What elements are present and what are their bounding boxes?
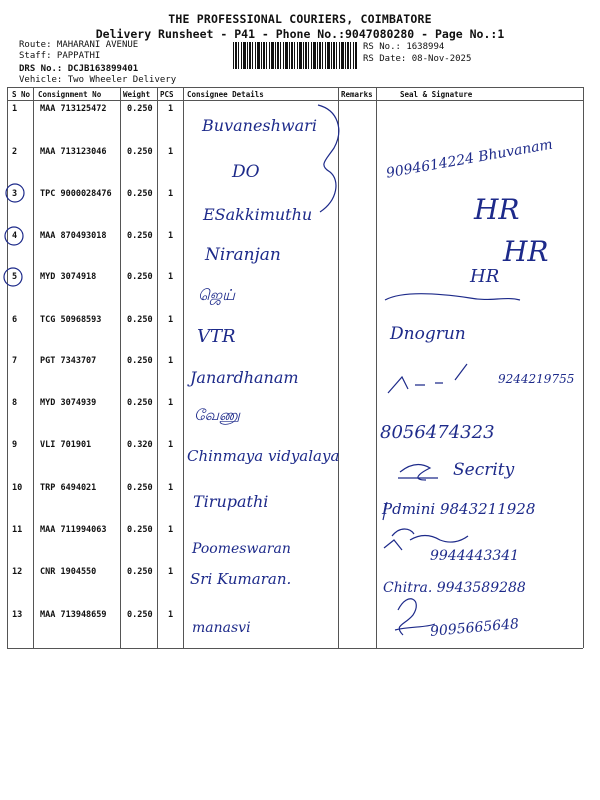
row-pcs: 1 xyxy=(168,483,174,493)
strikethrough-mark xyxy=(385,294,520,300)
row-consignment: PGT 7343707 xyxy=(40,356,97,366)
row-sno: 3 xyxy=(12,189,18,199)
row-sno: 1 xyxy=(12,104,18,114)
row-sno: 8 xyxy=(12,398,18,408)
document-title: THE PROFESSIONAL COURIERS, COIMBATORE xyxy=(168,12,432,26)
row-weight: 0.250 xyxy=(127,104,153,114)
col-pcs-header: PCS xyxy=(160,90,174,99)
row-weight: 0.250 xyxy=(127,189,153,199)
row-sno: 4 xyxy=(12,231,18,241)
row-consignee-handwriting: வேணு xyxy=(194,406,241,424)
route-text: Route: MAHARANI AVENUE xyxy=(19,40,139,50)
col-weight-header: Weight xyxy=(123,90,151,99)
row-signature: 8056474323 xyxy=(380,422,495,443)
col-consignee-header: Consignee Details xyxy=(187,90,264,99)
row-consignment: VLI 701901 xyxy=(40,440,92,450)
row-sno: 11 xyxy=(12,525,23,535)
row-pcs: 1 xyxy=(168,567,174,577)
signature-scribble xyxy=(398,465,438,480)
row-sno: 5 xyxy=(12,272,18,282)
row-signature: Chitra. 9943589288 xyxy=(383,580,526,596)
row-weight: 0.250 xyxy=(127,398,153,408)
row-signature: 9094614224 Bhuvanam xyxy=(384,136,554,182)
row-consignee-handwriting: ESakkimuthu xyxy=(203,205,313,224)
row-consignee-handwriting: Niranjan xyxy=(205,245,281,265)
row-sno: 6 xyxy=(12,315,18,325)
row-consignment: TPC 9000028476 xyxy=(40,189,112,199)
row-signature: Pdmini 9843211928 xyxy=(382,500,536,518)
row-consignee-handwriting: manasvi xyxy=(192,620,251,636)
row-consignment: MAA 713125472 xyxy=(40,104,107,114)
row-consignee-handwriting: VTR xyxy=(197,326,236,347)
row-sno: 2 xyxy=(12,147,18,157)
row-consignment: MAA 711994063 xyxy=(40,525,107,535)
signature-scribble xyxy=(383,502,414,536)
row-pcs: 1 xyxy=(168,272,174,282)
row-pcs: 1 xyxy=(168,440,174,450)
row-signature: HR xyxy=(470,266,500,287)
row-weight: 0.250 xyxy=(127,315,153,325)
row-signature: 9944443341 xyxy=(430,548,520,564)
row-pcs: 1 xyxy=(168,189,174,199)
row-sno: 7 xyxy=(12,356,18,366)
row-sno: 13 xyxy=(12,610,23,620)
row-signature: HR xyxy=(503,235,549,268)
drs-number: DRS No.: DCJB163899401 xyxy=(19,64,139,74)
row-signature: 9095665648 xyxy=(429,616,520,640)
row-consignment: MAA 713948659 xyxy=(40,610,107,620)
col-consignment-header: Consignment No xyxy=(38,90,102,99)
circle-mark xyxy=(6,184,24,202)
row-weight: 0.320 xyxy=(127,440,153,450)
col-sno-header: S No xyxy=(12,90,31,99)
row-pcs: 1 xyxy=(168,398,174,408)
row-consignment: MAA 870493018 xyxy=(40,231,107,241)
row-weight: 0.250 xyxy=(127,483,153,493)
signature-scribble xyxy=(384,536,468,551)
row-weight: 0.250 xyxy=(127,272,153,282)
row-consignment: TCG 50968593 xyxy=(40,315,102,325)
row-weight: 0.250 xyxy=(127,356,153,366)
circle-mark xyxy=(4,268,22,286)
row-consignee-handwriting: Tirupathi xyxy=(193,492,269,511)
document-subtitle: Delivery Runsheet - P41 - Phone No.:9047080280 - Page No.:1 xyxy=(95,27,505,41)
row-consignment: MYD 3074918 xyxy=(40,272,97,282)
row-weight: 0.250 xyxy=(127,567,153,577)
row-consignee-handwriting: DO xyxy=(232,162,260,182)
row-sno: 10 xyxy=(12,483,23,493)
row-signature: Dnogrun xyxy=(390,324,466,344)
circle-mark xyxy=(5,227,23,245)
row-consignee-handwriting: Chinmaya vidyalaya xyxy=(187,447,340,465)
row-consignee-handwriting: Janardhanam xyxy=(190,368,299,387)
row-sno: 9 xyxy=(12,440,18,450)
row-consignee-handwriting: ஜெய் xyxy=(198,286,236,304)
row-pcs: 1 xyxy=(168,315,174,325)
rs-date: RS Date: 08-Nov-2025 xyxy=(363,54,472,64)
row-pcs: 1 xyxy=(168,610,174,620)
row-sno: 12 xyxy=(12,567,23,577)
row-signature: Secrity xyxy=(453,460,515,480)
row-pcs: 1 xyxy=(168,147,174,157)
row-consignment: CNR 1904550 xyxy=(40,567,97,577)
ditto-bracket-mark xyxy=(318,105,339,212)
row-pcs: 1 xyxy=(168,231,174,241)
row-consignment: MAA 713123046 xyxy=(40,147,107,157)
row-weight: 0.250 xyxy=(127,525,153,535)
vehicle-text: Vehicle: Two Wheeler Delivery xyxy=(19,75,177,85)
staff-text: Staff: PAPPATHI xyxy=(19,51,101,61)
row-pcs: 1 xyxy=(168,104,174,114)
row-pcs: 1 xyxy=(168,525,174,535)
row-signature: HR xyxy=(474,193,520,226)
row-consignee-handwriting: Poomeswaran xyxy=(192,541,291,557)
row-weight: 0.250 xyxy=(127,147,153,157)
row-pcs: 1 xyxy=(168,356,174,366)
row-consignee-handwriting: Buvaneshwari xyxy=(202,116,317,135)
row-weight: 0.250 xyxy=(127,231,153,241)
col-seal-header: Seal & Signature xyxy=(400,90,473,99)
row-consignee-handwriting: Sri Kumaran. xyxy=(190,570,292,588)
row-signature: 9244219755 xyxy=(498,372,575,386)
signature-scribble xyxy=(395,599,435,635)
rs-number: RS No.: 1638994 xyxy=(363,42,445,52)
row-consignment: TRP 6494021 xyxy=(40,483,97,493)
row-weight: 0.250 xyxy=(127,610,153,620)
col-remarks-header: Remarks xyxy=(341,90,373,99)
row-consignment: MYD 3074939 xyxy=(40,398,97,408)
signature-scribble xyxy=(388,364,467,393)
